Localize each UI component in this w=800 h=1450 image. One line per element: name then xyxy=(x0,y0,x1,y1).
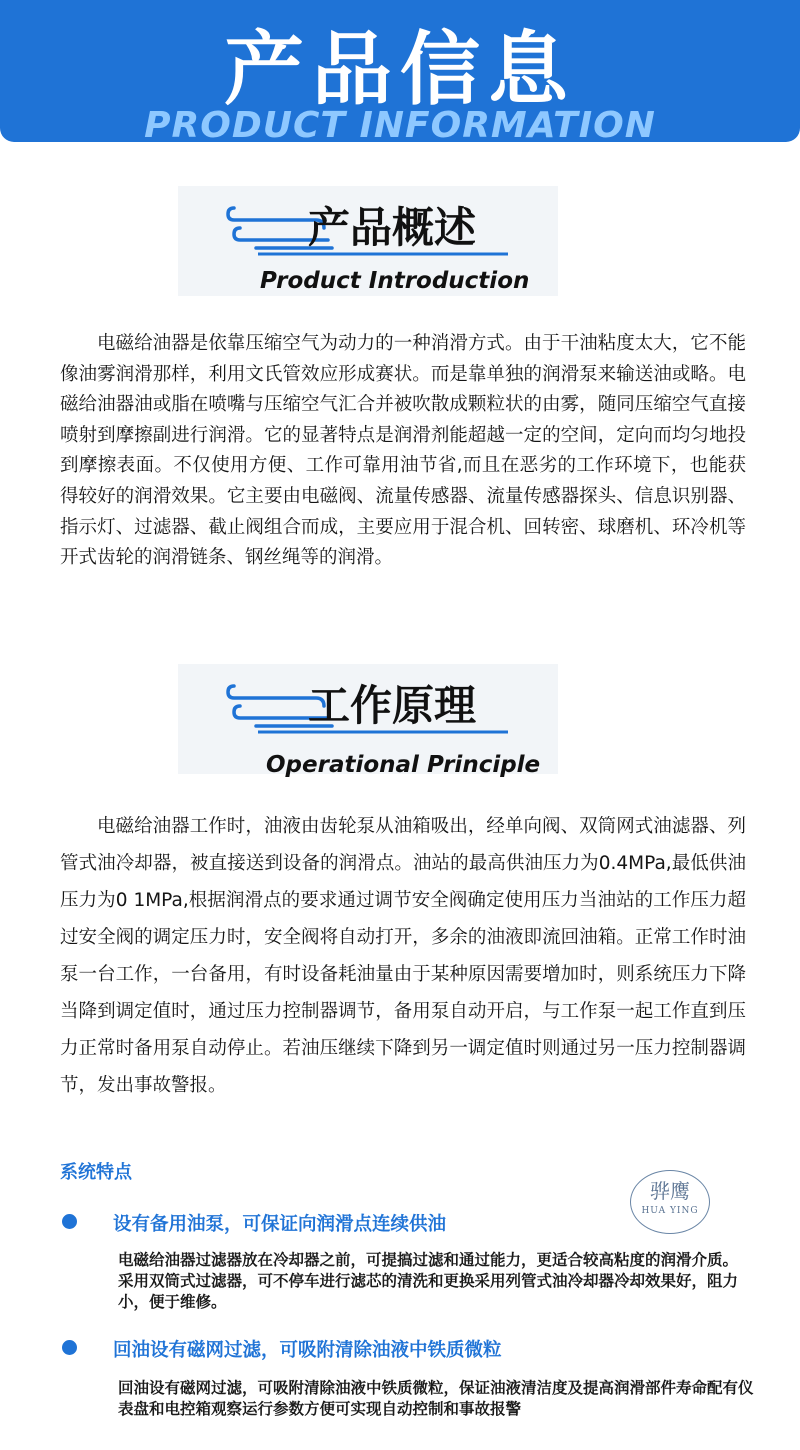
feature-body: 回油设有磁网过滤，可吸附清除油液中铁质微粒，保证油液清洁度及提高润滑部件寿命配有仪表盘和电控箱观察运行参数方便可实现自动控制和事故报警 xyxy=(118,1379,754,1418)
feature-heading: 回油设有磁网过滤，可吸附清除油液中铁质微粒 xyxy=(113,1340,502,1361)
stamp-text-cn: 骅鹰 xyxy=(650,1179,690,1203)
bullet-dot-icon xyxy=(62,1214,77,1229)
section-title-cn: 工作原理 xyxy=(308,681,477,730)
stamp-text-en: HUA YING xyxy=(641,1206,699,1216)
section-title-cn: 产品概述 xyxy=(308,203,477,252)
company-stamp xyxy=(630,1170,710,1234)
feature-body: 电磁给油器过滤器放在冷却器之前，可提搞过滤和通过能力，更适合较高粘度的润滑介质。 采用双筒式过滤器，可不停车进行滤芯的清洗和更换采用列管式油冷却器冷却效果好，阻力小，便于维修。 xyxy=(118,1251,739,1311)
banner-title-en: PRODUCT INFORMATION xyxy=(144,105,656,146)
section-heading-principle xyxy=(178,664,558,776)
feature-heading: 设有备用油泵，可保证向润滑点连续供油 xyxy=(113,1214,447,1235)
intro-paragraph: 电磁给油器是依靠压缩空气为动力的一种消滑方式。由于干油粘度太大，它不能像油雾润滑那样，利用文氏管效应形成赛状。而是靠单独的润滑泵来输送油或略。电磁给油器油或脂在喷嘴与压缩空气汇合并被吹散成颗粒状的由雾，随同压缩空气直接喷射到摩擦副进行润滑。它的显著特点是润滑剂能超越一定的空间，定向而均匀地投到摩擦表面。不仅使用方便、工作可靠用油节省,而且在恶劣的工作环境下，也能获得较好的润滑效果。它主要由电磁阀、流量传感器、流量传感器探头、信息识别器、指示灯、过滤器、截止阀组合而成，主要应用于混合机、回转密、球磨机、环冷机等开式齿轮的润滑链条、钢丝绳等的润滑。 xyxy=(60,333,746,569)
bullet-dot-icon xyxy=(62,1340,77,1355)
section-title-en: Operational Principle xyxy=(266,752,541,778)
section-heading-introduction xyxy=(178,186,558,298)
banner-title-cn: 产品信息 xyxy=(224,23,576,116)
header-banner xyxy=(0,0,800,146)
features-title: 系统特点 xyxy=(60,1162,132,1183)
principle-paragraph: 电磁给油器工作时，油液由齿轮泵从油箱吸出，经单向阀、双筒网式油滤器、列管式油冷却器，被直接送到设备的润滑点。油站的最高供油压力为0.4MPa,最低供油压力为0 1MPa,根据润滑点的要求通过调节安全阀确定使用压力当油站的工作压力超过安全阀的调定压力时，安全阀将自动打开，多余的油液即流回油箱。正常工作时油泵一台工作，一台备用，有时设备耗油量由于某种原因需要增加时，则系统压力下降当降到调定值时，通过压力控制器调节，备用泵自动开启，与工作泵一起工作直到压力正常时备用泵自动停止。若油压继续下降到另一调定值时则通过另一压力控制器调节，发出事故警报。 xyxy=(60,816,746,1096)
section-title-en: Product Introduction xyxy=(260,268,530,294)
